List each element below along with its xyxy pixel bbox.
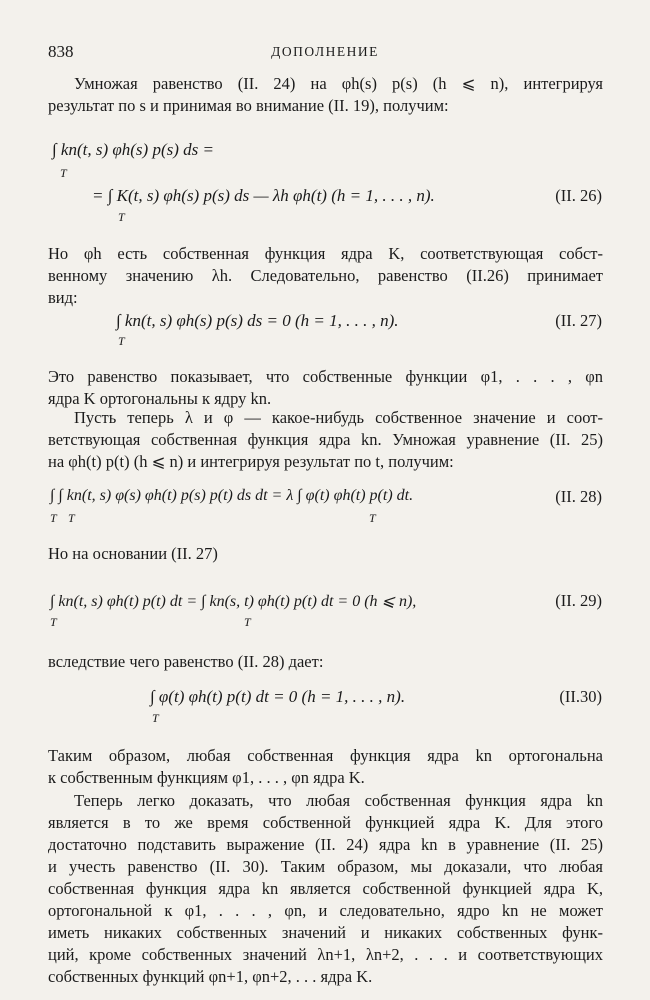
text-line: на φh(t) p(t) (h ⩽ n) и интегрируя результат по t, получим:: [48, 452, 454, 471]
paragraph-5: [48, 543, 603, 565]
equation-label-30: (II.30): [559, 687, 602, 706]
text-line: Теперь легко доказать, что любая собственная функция ядра kn: [74, 791, 603, 810]
text-line: результат по s и принимая во внимание (II. 19), получим:: [48, 96, 449, 115]
equation-26-line-1: ∫ kn(t, s) φh(s) p(s) ds =: [52, 140, 214, 159]
text-line: является в то же время собственной функцией ядра K. Для этого: [48, 813, 603, 832]
text-line: Умножая равенство (II. 24) на φh(s) p(s) (h ⩽ n), интегрируя: [74, 74, 603, 93]
text-line: ортогональной к φ1, . . . , φn, и следовательно, ядро kn не может: [48, 901, 603, 920]
text-line: ветствующая собственная функция ядра kn. Умножая уравнение (II. 25): [48, 430, 603, 449]
integral-subscript: T: [244, 615, 251, 629]
equation-26-line-2: = ∫ K(t, s) φh(s) p(s) ds — λh φh(t) (h = 1, . . . , n).: [92, 186, 435, 205]
text-line: Это равенство показывает, что собственные функции φ1, . . . , φn: [48, 367, 603, 386]
equation-label-28: (II. 28): [555, 487, 602, 506]
text-line: Таким образом, любая собственная функция ядра kn ортогональна: [48, 746, 603, 765]
integral-subscript: T: [369, 511, 376, 525]
equation-label-29: (II. 29): [555, 591, 602, 610]
text-line: Пусть теперь λ и φ — какое-нибудь собственное значение и соот-: [74, 408, 603, 427]
integral-subscript: T: [118, 334, 125, 348]
integral-subscript: T: [60, 166, 67, 180]
text-line: собственная функция ядра kn является собственной функцией ядра K,: [48, 879, 603, 898]
text-line: иметь никаких собственных значений и никаких собственных функ-: [48, 923, 603, 942]
equation-28: ∫ ∫ kn(t, s) φ(s) φh(t) p(s) p(t) ds dt = λ ∫ φ(t) φh(t) p(t) dt.: [50, 487, 414, 504]
text-line: ций, кроме собственных значений λn+1, λn+2, . . . и соответствующих: [48, 945, 603, 964]
integral-subscript: T: [68, 511, 75, 525]
page-number: 838: [48, 42, 74, 61]
running-title: ДОПОЛНЕНИЕ: [271, 44, 379, 59]
text-line: Но φh есть собственная функция ядра K, соответствующая собст-: [48, 244, 603, 263]
integral-subscript: T: [118, 210, 125, 224]
integral-subscript: T: [50, 615, 57, 629]
equation-29: ∫ kn(t, s) φh(t) p(t) dt = ∫ kn(s, t) φh(t) p(t) dt = 0 (h ⩽ n),: [50, 593, 417, 610]
text-line: достаточно подставить выражение (II. 24) ядра kn в уравнение (II. 25): [48, 835, 603, 854]
text-line: вид:: [48, 288, 78, 307]
paragraph-2: [48, 243, 603, 309]
equation-30: ∫ φ(t) φh(t) p(t) dt = 0 (h = 1, . . . , n).: [150, 687, 406, 706]
text-line: венному значению λh. Следовательно, равенство (II.26) принимает: [48, 266, 603, 285]
equation-27: ∫ kn(t, s) φh(s) p(s) ds = 0 (h = 1, . . . , n).: [116, 311, 399, 330]
text-line: вследствие чего равенство (II. 28) дает:: [48, 652, 324, 671]
equation-label-26: (II. 26): [555, 186, 602, 205]
integral-subscript: T: [50, 511, 57, 525]
text-line: к собственным функциям φ1, . . . , φn ядра K.: [48, 768, 365, 787]
text-line: собственных функций φn+1, φn+2, . . . ядра K.: [48, 967, 373, 986]
text-line: и учесть равенство (II. 30). Таким образом, мы доказали, что любая: [48, 857, 603, 876]
text-line: ядра K ортогональны к ядру kn.: [48, 389, 272, 408]
paragraph-7: [48, 745, 603, 789]
text-line: Но на основании (II. 27): [48, 544, 218, 563]
paragraph-6: [48, 651, 603, 673]
paragraph-4: [48, 407, 603, 473]
integral-subscript: T: [152, 711, 159, 725]
page-header: [48, 42, 602, 62]
paragraph-3: [48, 366, 603, 410]
paragraph-8: [48, 790, 603, 988]
equation-label-27: (II. 27): [555, 311, 602, 330]
paragraph-1: [48, 73, 603, 117]
